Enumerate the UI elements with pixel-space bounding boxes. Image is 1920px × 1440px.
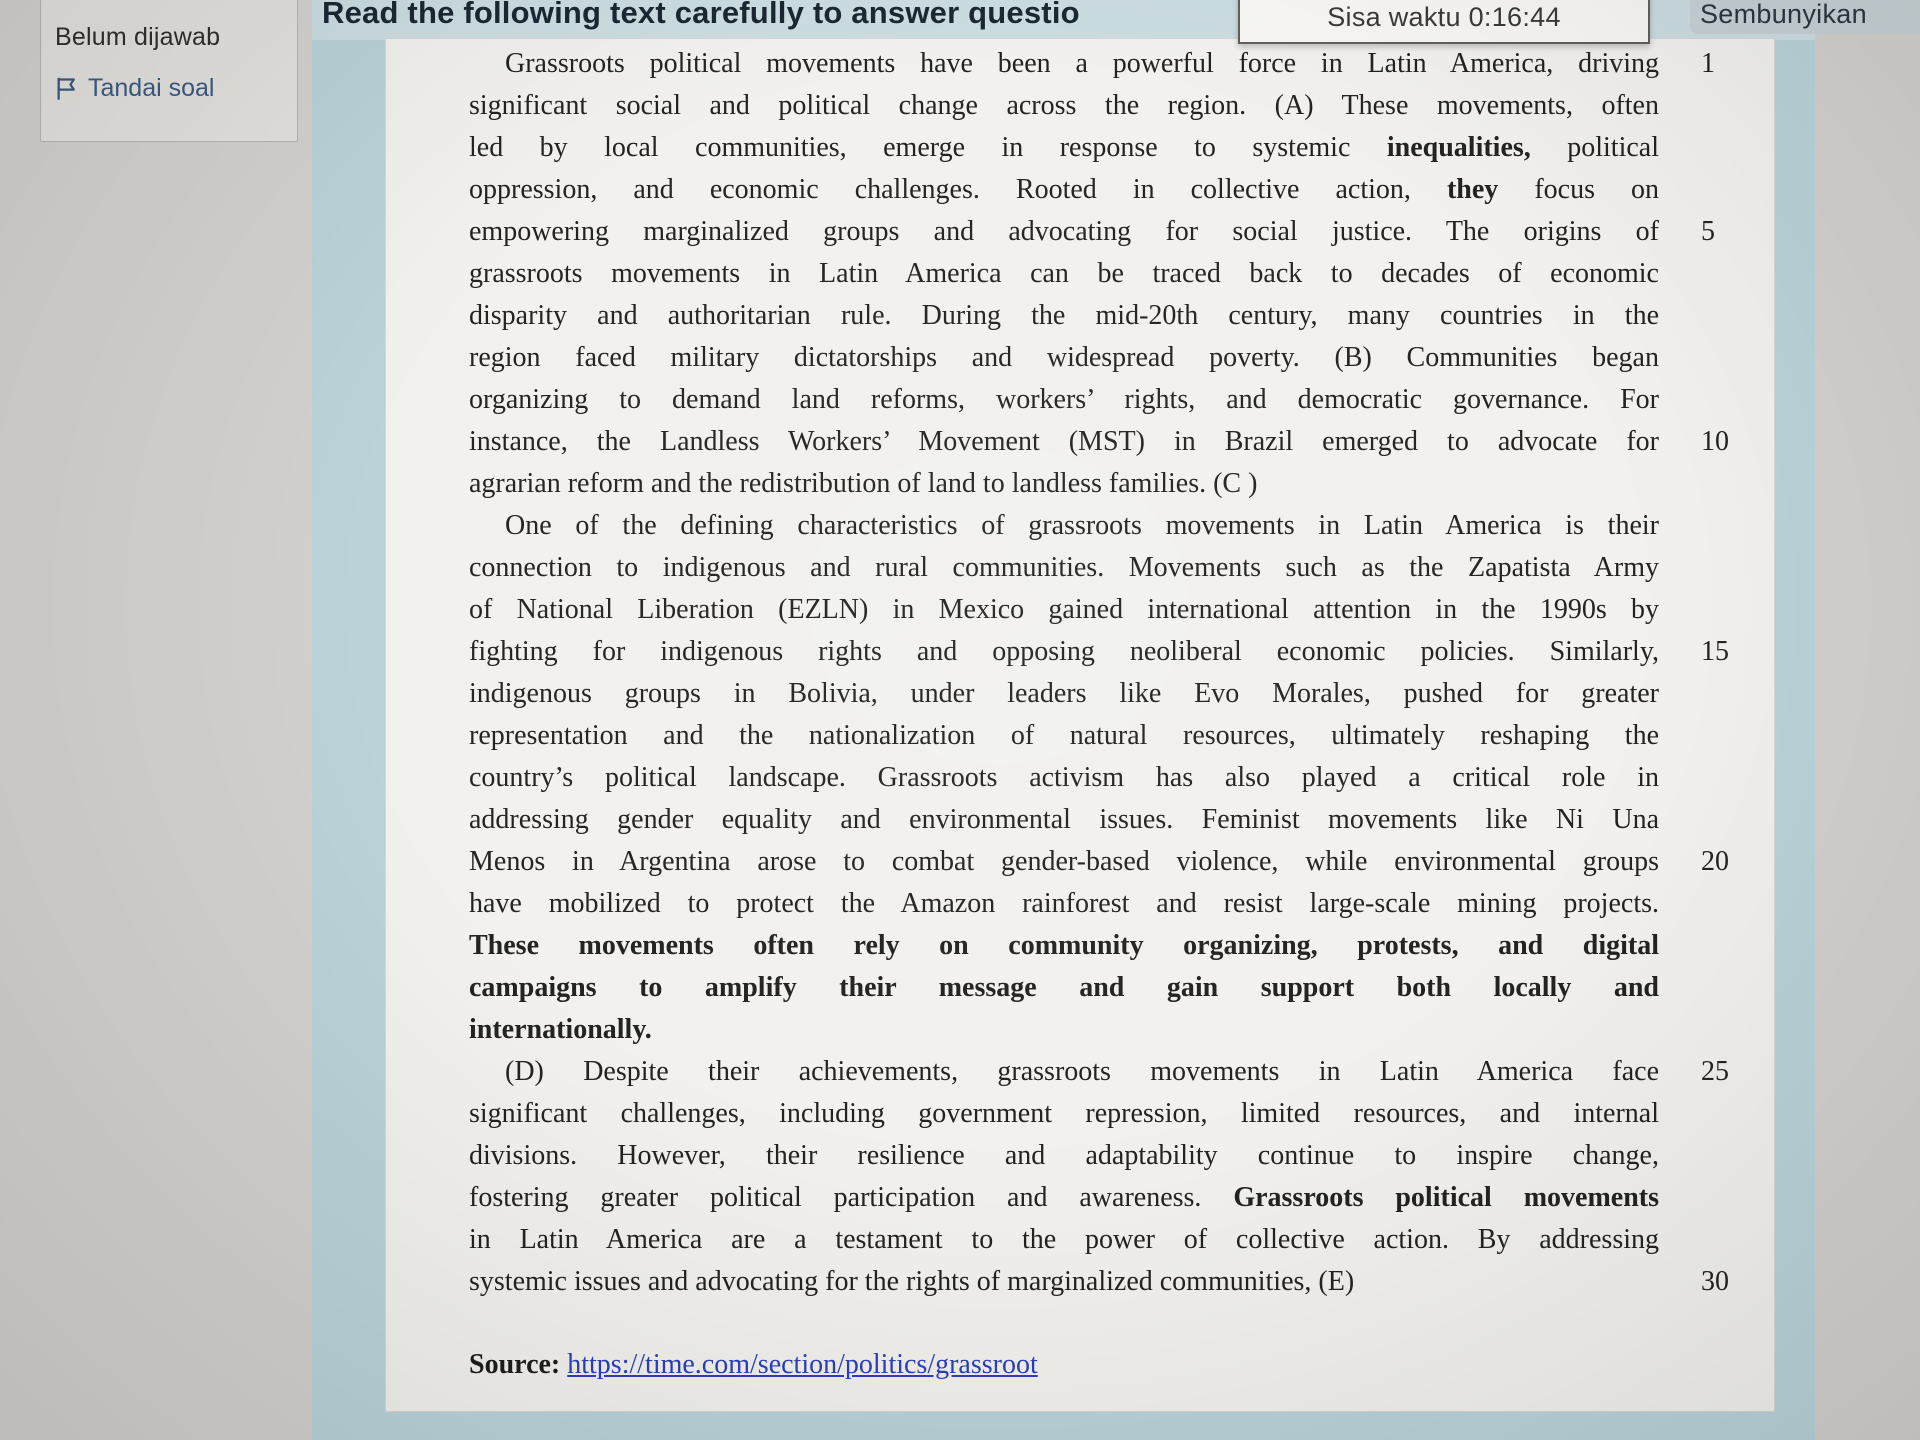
question-status: Belum dijawab bbox=[55, 23, 221, 51]
passage-line: addressing gender equality and environmental issues. Feminist movements like Ni Una bbox=[469, 804, 1659, 835]
passage-line: systemic issues and advocating for the rights of marginalized communities, (E) 30 bbox=[469, 1261, 1659, 1303]
passage-line: Grassroots political movements have been a powerful force in Latin America, driving 1 bbox=[469, 43, 1659, 85]
passage-line: organizing to demand land reforms, workers’ rights, and democratic governance. For bbox=[469, 384, 1659, 415]
passage-line: campaigns to amplify their message and gain support both locally and bbox=[469, 972, 1659, 1003]
line-number: 30 bbox=[1701, 1266, 1729, 1297]
passage-line: of National Liberation (EZLN) in Mexico gained international attention in the 1990s by bbox=[469, 594, 1659, 625]
hide-timer-label: Sembunyikan bbox=[1700, 0, 1867, 29]
passage-line: significant challenges, including government repression, limited resources, and internal bbox=[469, 1098, 1659, 1129]
passage-line: fighting for indigenous rights and opposing neoliberal economic policies. Similarly, 15 bbox=[469, 631, 1659, 673]
passage-line: significant social and political change across the region. (A) These movements, often bbox=[469, 90, 1659, 121]
passage-line: connection to indigenous and rural communities. Movements such as the Zapatista Army bbox=[469, 552, 1659, 583]
source-link[interactable]: https://time.com/section/politics/grassroot bbox=[567, 1349, 1038, 1380]
question-instruction-title: Read the following text carefully to answer questio bbox=[322, 0, 1080, 30]
passage-line: in Latin America are a testament to the power of collective action. By addressing bbox=[469, 1224, 1659, 1255]
line-number: 5 bbox=[1701, 216, 1715, 247]
passage-line: (D) Despite their achievements, grassroots movements in Latin America face 25 bbox=[469, 1051, 1659, 1093]
flag-question-label: Tandai soal bbox=[88, 74, 215, 102]
passage-line: disparity and authoritarian rule. During the mid-20th century, many countries in the bbox=[469, 300, 1659, 331]
timer-box bbox=[1238, 0, 1650, 44]
passage-line: oppression, and economic challenges. Rooted in collective action, they focus on bbox=[469, 174, 1659, 205]
hide-timer-button[interactable] bbox=[1690, 0, 1920, 34]
passage-line: agrarian reform and the redistribution of land to landless families. (C ) bbox=[469, 468, 1258, 499]
source-row bbox=[469, 1349, 1774, 1381]
passage bbox=[469, 43, 1729, 1303]
timer-label: Sisa waktu 0:16:44 bbox=[1327, 2, 1561, 32]
flag-icon bbox=[53, 75, 80, 102]
source-label: Source: bbox=[469, 1349, 561, 1380]
passage-line: country’s political landscape. Grassroots activism has also played a critical role in bbox=[469, 762, 1659, 793]
question-info-box bbox=[40, 0, 298, 142]
passage-line: One of the defining characteristics of grassroots movements in Latin America is their bbox=[505, 510, 1659, 541]
passage-line: region faced military dictatorships and widespread poverty. (B) Communities began bbox=[469, 342, 1659, 373]
passage-line: Menos in Argentina arose to combat gender-based violence, while environmental groups 20 bbox=[469, 841, 1659, 883]
passage-line: These movements often rely on community organizing, protests, and digital bbox=[469, 930, 1659, 961]
line-number: 1 bbox=[1701, 48, 1715, 79]
passage-line: divisions. However, their resilience and adaptability continue to inspire change, bbox=[469, 1140, 1659, 1171]
passage-line: led by local communities, emerge in response to systemic inequalities, political bbox=[469, 132, 1659, 163]
line-number: 20 bbox=[1701, 846, 1729, 877]
passage-line: grassroots movements in Latin America can be traced back to decades of economic bbox=[469, 258, 1659, 289]
passage-line: indigenous groups in Bolivia, under leaders like Evo Morales, pushed for greater bbox=[469, 678, 1659, 709]
passage-line: have mobilized to protect the Amazon rainforest and resist large-scale mining projects. bbox=[469, 888, 1659, 919]
passage-line: instance, the Landless Workers’ Movement (MST) in Brazil emerged to advocate for 10 bbox=[469, 421, 1659, 463]
passage-box bbox=[385, 38, 1775, 1412]
line-number: 15 bbox=[1701, 636, 1729, 667]
passage-line: empowering marginalized groups and advocating for social justice. The origins of 5 bbox=[469, 211, 1659, 253]
passage-line: internationally. bbox=[469, 1014, 652, 1045]
line-number: 25 bbox=[1701, 1056, 1729, 1087]
passage-line: fostering greater political participation and awareness. Grassroots political movements bbox=[469, 1182, 1659, 1213]
line-number: 10 bbox=[1701, 426, 1729, 457]
flag-question-button[interactable] bbox=[53, 74, 297, 103]
passage-line: representation and the nationalization of natural resources, ultimately reshaping the bbox=[469, 720, 1659, 751]
question-panel bbox=[312, 0, 1815, 1440]
